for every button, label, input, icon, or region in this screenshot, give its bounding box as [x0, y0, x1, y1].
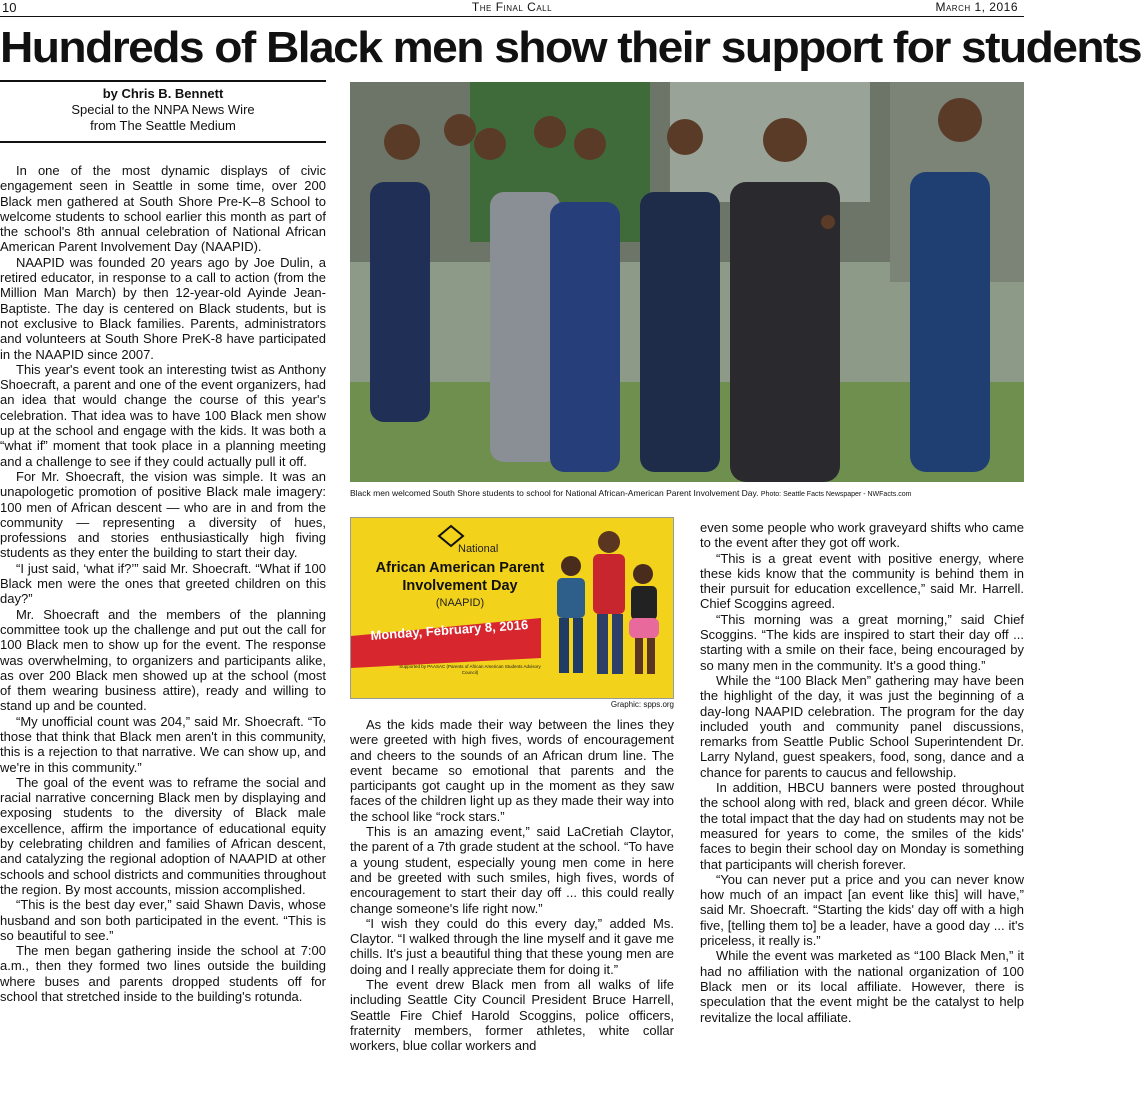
byline-bottom-rule — [0, 141, 326, 143]
article-paragraph: “I just said, ‘what if?’” said Mr. Shoecraft. “What if 100 Black men were the ones that greeted children on this day?” — [0, 560, 326, 607]
photo-caption — [350, 488, 1024, 500]
graphic-abbreviation: (NAAPID) — [435, 597, 485, 609]
graphic-title — [360, 559, 560, 595]
article-paragraph: The goal of the event was to reframe the social and racial narrative concerning Black men by displaying and exposing students to the diversity of Black male excellence, affirm the importance of educational equity by celebrating children and families of African descent, and catalyzing the regional adoption of NAAPID at other schools and school districts and communities throughout the region. By most accounts, mission accomplished. — [0, 774, 326, 897]
article-column-2 — [350, 717, 674, 1054]
caption-text: Black men welcomed South Shore students to school for National African-American Parent Involvement Day. — [350, 488, 759, 498]
article-paragraph: “I wish they could do this every day,” added Ms. Claytor. “I walked through the line myself and it gave me chills. It's just a beautiful thing that these young men are doing and I really appreciate them for doing it.” — [350, 915, 674, 977]
article-paragraph: Mr. Shoecraft and the members of the planning committee took up the challenge and put out the call for 100 Black men to show up for the event. The response was overwhelming, to organizers and participants alike, as over 200 Black men showed up at the school (most of them wearing business attire), ready and willing to stand up and be counted. — [0, 606, 326, 714]
article-paragraph: “My unofficial count was 204,” said Mr. Shoecraft. “To those that think that Black men aren't in this community, this is a rejection to that narrative. We can show up, and we're in this community.” — [0, 713, 326, 775]
newspaper-name: The Final Call — [471, 0, 553, 14]
article-paragraph: For Mr. Shoecraft, the vision was simple. It was an unapologetic promotion of positive Black male imagery: 100 men of African descent — who are in and from the community — representing a diversity of hues, professions and stories enthusiastically high fiving students as they enter the building to start their day. — [0, 468, 326, 561]
byline-line-2: from The Seattle Medium — [90, 118, 236, 133]
article-paragraph: “This is a great event with positive energy, where these kids know that the community is behind them in their pursuit for education excellence,” said Mr. Harrell. Chief Scoggins agreed. — [700, 550, 1024, 612]
column-3-continuation: even some people who work graveyard shifts who came to the event after they got off work. — [700, 520, 1024, 551]
article-paragraph: The men began gathering inside the school at 7:00 a.m., then they formed two lines outside the building where buses and parents dropped students off for school that stretched inside to the building's rotunda. — [0, 943, 326, 1005]
article-paragraph: This is an amazing event,” said LaCretiah Claytor, the parent of a 7th grade student at the school. “To have a young student, especially young men come in here and be greeted with such smiles, high fives, words of encouragement to start their day off ... this could really change someone's life right now.” — [350, 824, 674, 916]
graphic-credit: Graphic: spps.org — [610, 700, 674, 709]
article-column-1 — [0, 163, 326, 1004]
byline-line-1: Special to the NNPA News Wire — [71, 102, 255, 117]
article-paragraph: As the kids made their way between the lines they were greeted with high fives, words of encouragement and cheers to the sounds of an African drum line. The event became so emotional that parents and the participants got caught up in the moment as they saw faces of the children light up as they made their way into the school like “rock stars.” — [350, 717, 674, 824]
author-name: by Chris B. Bennett — [102, 86, 224, 101]
article-column-3 — [700, 520, 1024, 1025]
graphic-date: Monday, February 8, 2016 — [370, 616, 529, 643]
article-paragraph: “This is the best day ever,” said Shawn Davis, whose husband and son both participated in the event. “This is so beautiful to see.” — [0, 897, 326, 943]
article-paragraph: While the “100 Black Men” gathering may have been the highlight of the day, it was just the beginning of a day-long NAAPID celebration. The program for the day included youth and community panel discussions, remarks from Seattle Public School Superintendent Dr. Larry Nyland, guest speakers, food, song, dance and a chance for parents to caucus and fellowship. — [700, 672, 1024, 780]
photo-credit: Photo: Seattle Facts Newspaper - NWFacts.com — [760, 491, 912, 498]
graphic-date-banner — [356, 616, 556, 654]
graphic-support-line: Supported by PAASAC (Parents of African American Students Advisory Council) — [399, 664, 541, 675]
article-paragraph: “You can never put a price and you can never know how much of an impact [an event like this] will have,” said Mr. Shoecraft. “Starting the kids' day off with a high five, [telling them to] be a leader, have a good day ... it's priceless, it really is.” — [700, 871, 1024, 949]
page-header — [0, 0, 1024, 17]
graphic-title-line-1: African American Parent — [375, 560, 545, 576]
article-paragraph: In addition, HBCU banners were posted throughout the school along with red, black and green décor. While the total impact that the day had on students may not be measured for years to come, the smiles of the kids' faces to begin their school day on Monday is something that participants will cherish forever. — [700, 780, 1024, 872]
event-photo — [350, 82, 1024, 482]
article-paragraph: While the event was marketed as “100 Black Men,” it had no affiliation with the national organization of 100 Black men or its local affiliate. However, there is speculation that the event might be the catalyst to help revitalize the local affiliate. — [700, 948, 1024, 1025]
article-paragraph: In one of the most dynamic displays of civic engagement seen in Seattle in some time, over 200 Black men gathered at South Shore Pre-K–8 School to welcome students to school earlier this month as part of the school's 8th annual celebration of National African American Parent Involvement Day (NAAPID). — [0, 163, 326, 255]
page-number: 10 — [2, 0, 17, 15]
issue-date: March 1, 2016 — [935, 0, 1018, 14]
article-paragraph: “This morning was a great morning,” said Chief Scoggins. “The kids are inspired to start their day off ... starting with a smile on their face, being encouraged by so many men in the community. It's a good thing.” — [700, 611, 1024, 673]
article-paragraph: NAAPID was founded 20 years ago by Joe Dulin, a retired educator, in response to a call to action (from the Million Man March) by then 12-year-old Ayinde Jean-Baptiste. The day is centered on Black students, but is not exclusive to Black families. Parents, administrators and volunteers at South Shore PreK-8 have participated in the NAAPID since 2007. — [0, 254, 326, 362]
byline-top-rule — [0, 80, 326, 82]
graphic-small-label: National — [458, 543, 499, 555]
article-paragraph: This year's event took an interesting twist as Anthony Shoecraft, a parent and one of the event organizers, had an idea that would change the course of this year's celebration. That idea was to have 100 Black men show up at the school and engage with the kids. It was both a “what if” moment that took place in a planning meeting and a challenge to see if they could actually pull it off. — [0, 361, 326, 469]
graphic-title-line-2: Involvement Day — [402, 578, 518, 594]
headline: Hundreds of Black men show their support for students — [0, 23, 1141, 72]
article-paragraph: The event drew Black men from all walks of life including Seattle City Council President Bruce Harrell, Seattle Fire Chief Harold Scoggins, police officers, fraternity members, former athletes, white collar workers, blue collar workers and — [350, 977, 674, 1054]
byline — [0, 86, 326, 134]
